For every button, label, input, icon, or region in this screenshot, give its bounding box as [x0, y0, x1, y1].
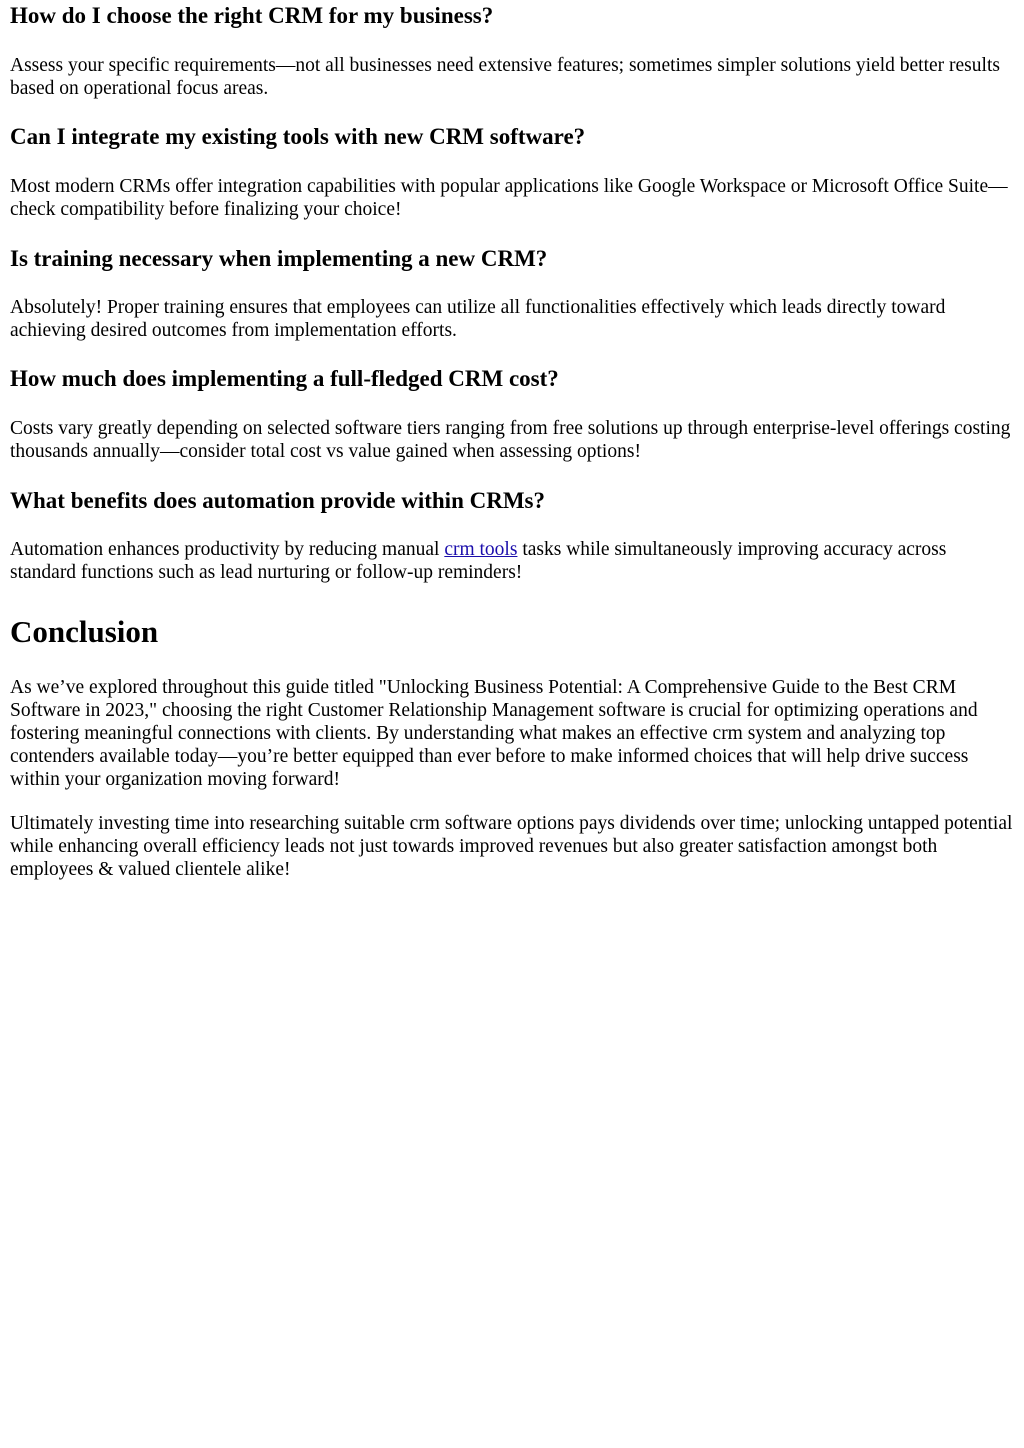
faq-question-5: What benefits does automation provide within CRMs?	[10, 488, 545, 513]
faq-answer-1: Assess your specific requirements—not all businesses need extensive features; sometimes simpler solutions yield better results based on operational focus areas.	[10, 55, 1000, 99]
conclusion-paragraph-1: As we’ve explored throughout this guide titled "Unlocking Business Potential: A Comprehensive Guide to the Best CRM Software in 2023," choosing the right Customer Relationship Management software is crucial for optimizing operations and fostering meaningful connections with clients. By understanding what makes an effective crm system and analyzing top contenders available today—you’re better equipped than ever before to make informed choices that will help drive success within your organization moving forward!	[10, 677, 978, 790]
faq-question-4: How much does implementing a full-fledged CRM cost?	[10, 366, 559, 391]
faq-answer-5-text-after: tasks while simultaneously improving accuracy across standard functions such as lead nurturing or follow-up reminders!	[10, 539, 947, 583]
faq-question-1: How do I choose the right CRM for my business?	[10, 3, 494, 28]
faq-answer-4: Costs vary greatly depending on selected software tiers ranging from free solutions up through enterprise-level offerings costing thousands annually—consider total cost vs value gained when assessing options!	[10, 418, 1011, 462]
conclusion-heading: Conclusion	[10, 614, 159, 649]
faq-answer-5-text-before: Automation enhances productivity by reducing manual	[10, 539, 445, 560]
faq-question-3: Is training necessary when implementing a new CRM?	[10, 246, 548, 271]
faq-question-2: Can I integrate my existing tools with new CRM software?	[10, 124, 586, 149]
conclusion-paragraph-2: Ultimately investing time into researching suitable crm software options pays dividends over time; unlocking untapped potential while enhancing overall efficiency leads not just towards improved revenues but also greater satisfaction amongst both employees & valued clientele alike!	[10, 813, 1013, 880]
article-body	[0, 2, 1024, 881]
faq-answer-5	[10, 538, 1014, 584]
faq-answer-2: Most modern CRMs offer integration capabilities with popular applications like Google Workspace or Microsoft Office Suite—check compatibility before finalizing your choice!	[10, 176, 1008, 220]
faq-answer-3: Absolutely! Proper training ensures that employees can utilize all functionalities effectively which leads directly toward achieving desired outcomes from implementation efforts.	[10, 297, 946, 341]
crm-tools-link[interactable]: crm tools	[444, 539, 518, 560]
